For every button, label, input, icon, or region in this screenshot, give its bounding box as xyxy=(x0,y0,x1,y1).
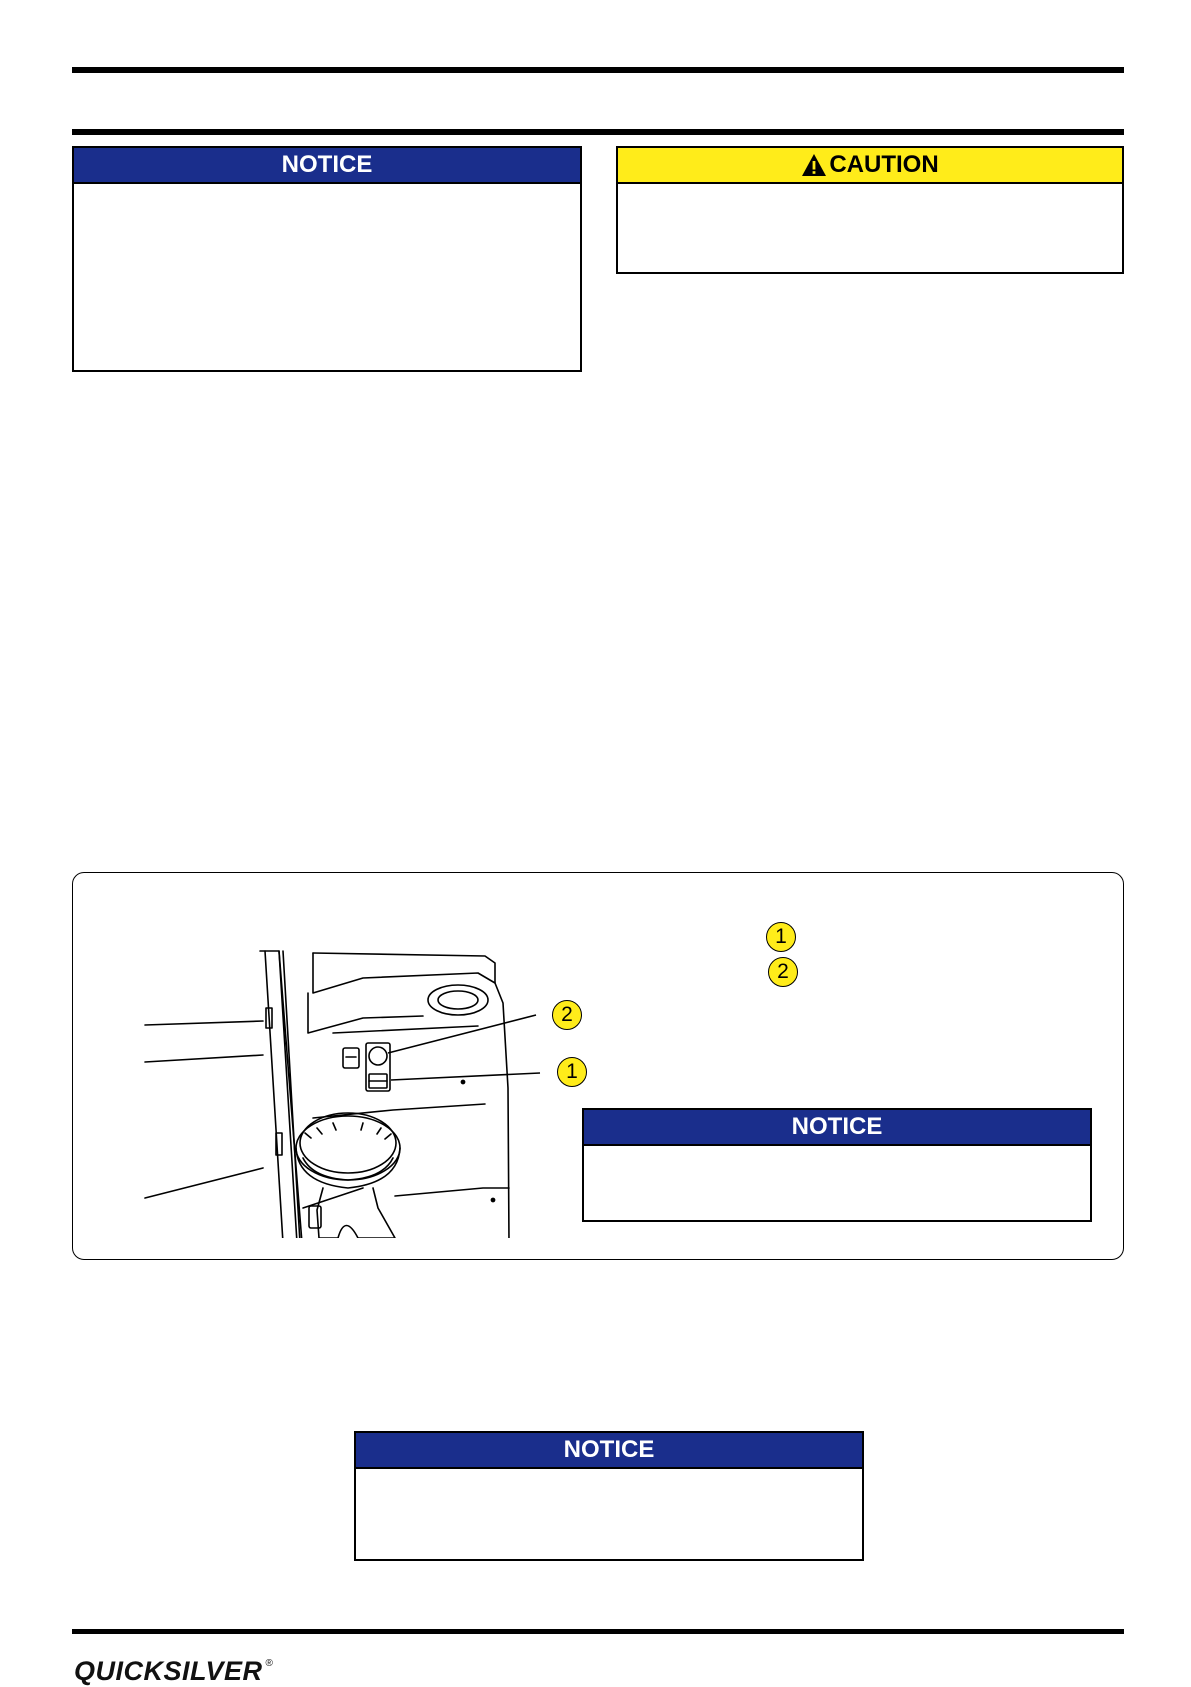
callout-number: 2 xyxy=(561,1003,573,1026)
notice-box-top-left xyxy=(72,146,582,372)
header-rule-bottom xyxy=(72,129,1124,135)
registered-mark: ® xyxy=(265,1658,274,1669)
figure-callout-1 xyxy=(557,1057,587,1087)
notice-title: NOTICE xyxy=(281,151,373,178)
notice-title: NOTICE xyxy=(791,1113,883,1140)
callout-number: 1 xyxy=(566,1060,578,1083)
notice-header xyxy=(584,1110,1090,1146)
figure-callout-2 xyxy=(552,1000,582,1030)
toilet-compartment-illustration xyxy=(133,938,593,1238)
caution-box xyxy=(616,146,1124,274)
caution-header xyxy=(618,148,1122,184)
notice-title: NOTICE xyxy=(563,1436,655,1463)
legend-callout-1 xyxy=(766,922,796,952)
brand-name: QUICKSILVER xyxy=(74,1656,263,1686)
notice-header xyxy=(356,1433,862,1469)
footer-rule xyxy=(72,1629,1124,1634)
quicksilver-logo xyxy=(74,1656,273,1687)
legend-number: 1 xyxy=(775,925,787,948)
legend-callout-2 xyxy=(768,957,798,987)
legend-number: 2 xyxy=(777,960,789,983)
caution-title: CAUTION xyxy=(829,151,939,178)
header-rule-top xyxy=(72,67,1124,73)
notice-box-figure xyxy=(582,1108,1092,1222)
notice-header xyxy=(74,148,580,184)
figure-panel xyxy=(72,872,1124,1260)
warning-triangle-icon xyxy=(801,153,827,177)
notice-box-bottom xyxy=(354,1431,864,1561)
